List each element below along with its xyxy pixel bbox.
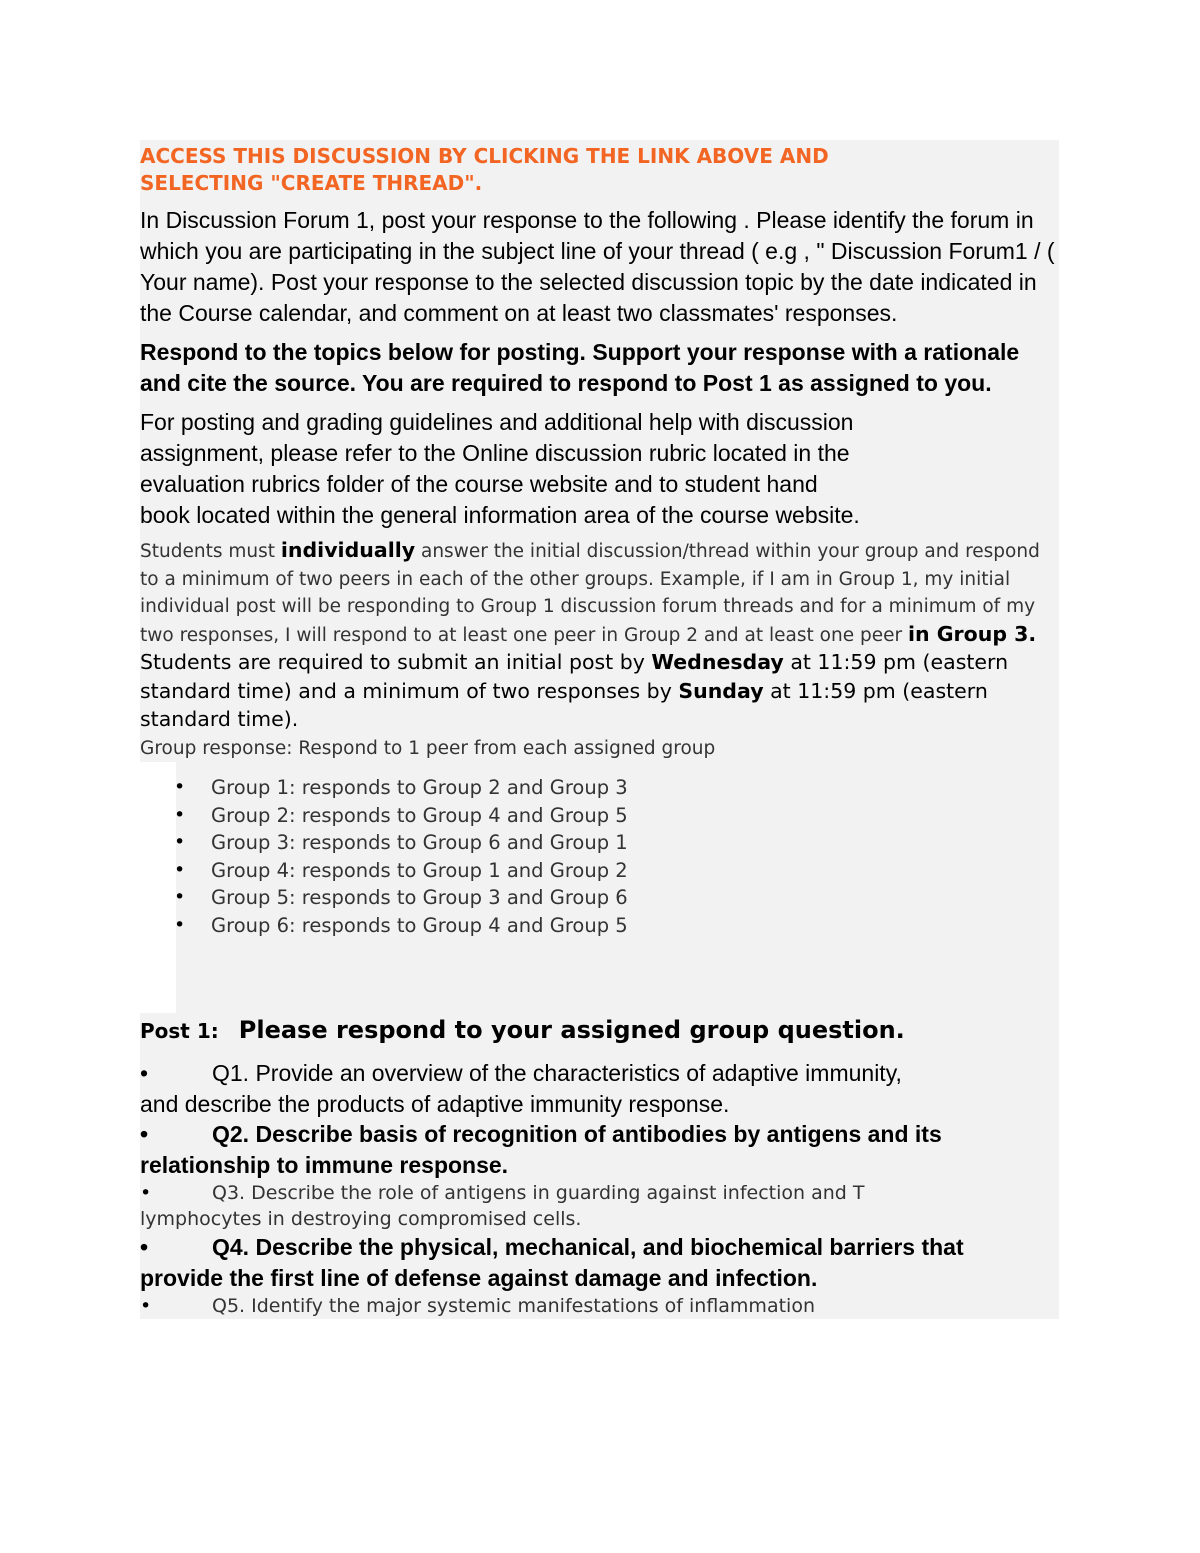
question-q1: • Q1. Provide an overview of the characteristics of adaptive immunity, and describe the products of adaptive immunity response. bbox=[140, 1060, 902, 1117]
list-item: • Group 3: responds to Group 6 and Group 1 bbox=[140, 829, 1059, 857]
participation-rules-paragraph: Students must individually answer the initial discussion/thread within your group and respond to a minimum of two peers in each of the other groups. Example, if I am in Group 1, my initial individual post will be responding to Group 1 discussion forum threads and for a minimum of my two responses, I will respond to at least one peer in Group 2 and at least one peer in Group 3. Students are required to submit an initial post by Wednesday at 11:59 pm (eastern standard time) and a minimum of two responses by Sunday at 11:59 pm (eastern standard time). Group response: Respond to 1 peer from each assigned group bbox=[140, 538, 1040, 759]
group-list bbox=[140, 774, 1059, 939]
guidelines-line-2: assignment, please refer to the Online discussion rubric located in the bbox=[140, 440, 850, 466]
document-body bbox=[140, 140, 1059, 1319]
post-1-title: Please respond to your assigned group question. bbox=[238, 1016, 905, 1044]
bullet-icon: • bbox=[174, 913, 186, 936]
question-q3: • Q3. Describe the role of antigens in guarding against infection and T lymphocytes in destroying compromised cells. bbox=[140, 1182, 865, 1230]
list-item: • Group 5: responds to Group 3 and Group 6 bbox=[140, 884, 1059, 912]
list-item: • Group 4: responds to Group 1 and Group 2 bbox=[140, 857, 1059, 885]
bullet-icon: • bbox=[174, 858, 186, 881]
bullet-icon: • bbox=[140, 1060, 149, 1086]
bullet-icon: • bbox=[174, 831, 186, 853]
bullet-icon: • bbox=[140, 1182, 152, 1204]
question-q2: • Q2. Describe basis of recognition of antibodies by antigens and its relationship to immune response. bbox=[140, 1121, 942, 1178]
bullet-icon: • bbox=[174, 886, 186, 908]
guidelines-line-1: For posting and grading guidelines and additional help with discussion bbox=[140, 409, 854, 435]
list-item: • Group 1: responds to Group 2 and Group 3 bbox=[140, 774, 1059, 802]
bullet-icon: • bbox=[140, 1121, 149, 1147]
guidelines-line-3: evaluation rubrics folder of the course website and to student hand bbox=[140, 471, 818, 497]
post-1-heading bbox=[140, 1013, 1059, 1048]
heading-line-1: ACCESS THIS DISCUSSION BY CLICKING THE LINK ABOVE AND bbox=[140, 144, 829, 168]
question-q4: • Q4. Describe the physical, mechanical, and biochemical barriers that provide the first line of defense against damage and infection. bbox=[140, 1234, 964, 1291]
access-instruction-heading bbox=[140, 140, 1059, 197]
list-item: • Group 6: responds to Group 4 and Group 5 bbox=[140, 912, 1059, 940]
forum-instructions-paragraph: In Discussion Forum 1, post your response to the following . Please identify the forum in which you are participating in the subject line of your thread ( e.g , " Discussion Forum1 / ( Your name). Post your response to the selected discussion topic by the date indicated in the Course calendar, and comment on at least two classmates' responses. bbox=[140, 207, 1055, 326]
bullet-icon: • bbox=[174, 803, 186, 826]
wednesday-deadline: Wednesday bbox=[651, 650, 784, 674]
question-q5: • Q5. Identify the major systemic manifestations of inflammation bbox=[140, 1295, 815, 1317]
group-response-line: Group response: Respond to 1 peer from each assigned group bbox=[140, 737, 716, 759]
bullet-icon: • bbox=[140, 1295, 152, 1317]
grading-guidelines-paragraph bbox=[140, 407, 1059, 531]
list-item: • Group 2: responds to Group 4 and Group 5 bbox=[140, 802, 1059, 830]
post-1-label: Post 1: bbox=[140, 1019, 219, 1043]
heading-line-2: SELECTING "CREATE THREAD". bbox=[140, 171, 483, 195]
respond-topics-paragraph: Respond to the topics below for posting. Support your response with a rationale and cite the source. You are required to respond to Post 1 as assigned to you. bbox=[140, 339, 1020, 396]
sunday-deadline: Sunday bbox=[678, 678, 764, 703]
bullet-icon: • bbox=[140, 1234, 149, 1260]
group-assignments bbox=[140, 762, 1059, 1013]
bullet-icon: • bbox=[174, 776, 186, 798]
individually-emphasis: individually bbox=[280, 538, 416, 562]
guidelines-line-4: book located within the general information area of the course website. bbox=[140, 502, 860, 528]
